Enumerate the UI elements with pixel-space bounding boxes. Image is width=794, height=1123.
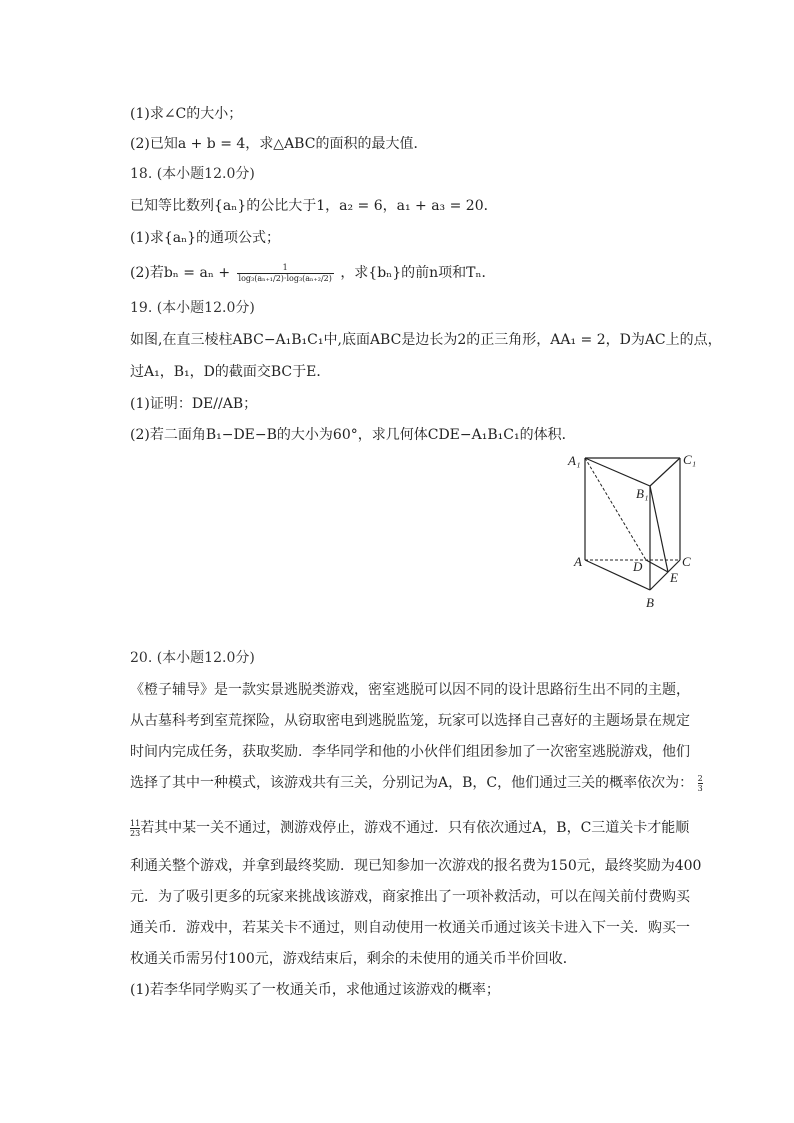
label-b1: B₁: [636, 486, 649, 501]
q18-fraction-numerator: 1: [237, 263, 334, 274]
label-c: C: [682, 554, 691, 569]
q20-prob-b-num: 1: [130, 818, 136, 828]
q18-heading: 18. (本小题12.0分): [130, 166, 255, 182]
label-e: E: [670, 570, 678, 585]
q19-part1: (1)证明：DE//AB；: [130, 396, 258, 412]
edge-a1b1: [585, 458, 650, 486]
q17-part1: (1)求∠C的大小；: [130, 106, 243, 122]
q19-part2: (2)若二面角B₁−DE−B的大小为60°，求几何体CDE−A₁B₁C₁的体积．: [130, 427, 576, 443]
prism-figure: [560, 448, 710, 618]
edge-b1c1: [650, 458, 680, 486]
q20-line4: [130, 773, 703, 793]
q18-part2: [130, 258, 496, 288]
q20-prob-b-den: 2: [130, 828, 136, 838]
q18-part2-prefix: (2)若bₙ = aₙ +: [130, 265, 231, 281]
q20-line5-text: 若其中某一关不通过，测游戏停止，游戏不通过．只有依次通过A，B，C三道关卡才能顺: [140, 820, 690, 836]
q20-prob-c-num: 1: [135, 818, 141, 828]
q20-heading: 20. (本小题12.0分): [130, 650, 255, 666]
q18-part1: (1)求{aₙ}的通项公式；: [130, 230, 281, 246]
q18-fraction: [237, 263, 334, 284]
q20-prob-a-num: 2: [697, 773, 703, 783]
q17-part2: (2)已知a + b = 4，求△ABC的面积的最大值．: [130, 136, 428, 152]
q18-stem: 已知等比数列{aₙ}的公比大于1，a₂ = 6，a₁ + a₃ = 20．: [130, 198, 498, 214]
q20-line9: 枚通关币需另付100元，游戏结束后，剩余的未使用的通关币半价回收．: [130, 951, 577, 967]
label-c1: C₁: [683, 452, 697, 467]
q20-prob-c-den: 3: [135, 828, 141, 838]
label-b: B: [646, 595, 654, 610]
label-a1: A₁: [568, 453, 581, 468]
q18-fraction-denominator: log₃(aₙ₊₁/2)·log₃(aₙ₊₂/2): [238, 273, 332, 283]
q20-line2: 从古墓科考到室荒探险，从窃取密电到逃脱监笼，玩家可以选择自己喜好的主题场景在规定: [130, 713, 690, 729]
q20-line6: 利通关整个游戏，并拿到最终奖励．现已知参加一次游戏的报名费为150元，最终奖励为400: [130, 858, 702, 874]
q19-stem-line2: 过A₁，B₁，D的截面交BC于E．: [130, 364, 331, 380]
q20-line8: 通关币．游戏中，若某关卡不通过，则自动使用一枚通关币通过该关卡进入下一关．购买一: [130, 920, 690, 936]
edge-de: [646, 560, 668, 572]
q20-prob-a-den: 3: [697, 783, 703, 793]
edge-b1e: [650, 486, 668, 572]
q20-part1: (1)若李华同学购买了一枚通关币，求他通过该游戏的概率；: [130, 982, 500, 998]
q19-stem-line1: 如图,在直三棱柱ABC−A₁B₁C₁中,底面ABC是边长为2的正三角形，AA₁ = 2，D为AC上的点，: [130, 332, 722, 348]
q20-prob-a: [698, 774, 703, 793]
q18-part2-suffix: ，求{bₙ}的前n项和Tₙ．: [340, 265, 496, 281]
q19-heading: 19. (本小题12.0分): [130, 300, 255, 316]
label-d: D: [633, 559, 643, 574]
q20-line5: [130, 816, 689, 840]
q20-line4-text: 选择了其中一种模式，该游戏共有三关，分别记为A，B，C，他们通过三关的概率依次为：: [130, 775, 694, 791]
edge-a1d-hidden: [585, 458, 649, 560]
q20-line3: 时间内完成任务，获取奖励．李华同学和他的小伙伴们组团参加了一次密室逃脱游戏，他们: [130, 744, 690, 760]
q20-line7: 元．为了吸引更多的玩家来挑战该游戏，商家推出了一项补救活动，可以在闯关前付费购买: [130, 889, 690, 905]
label-a: A: [574, 554, 582, 569]
q20-line1: 《橙子辅导》是一款实景逃脱类游戏，密室逃脱可以因不同的设计思路衍生出不同的主题，: [130, 682, 690, 698]
